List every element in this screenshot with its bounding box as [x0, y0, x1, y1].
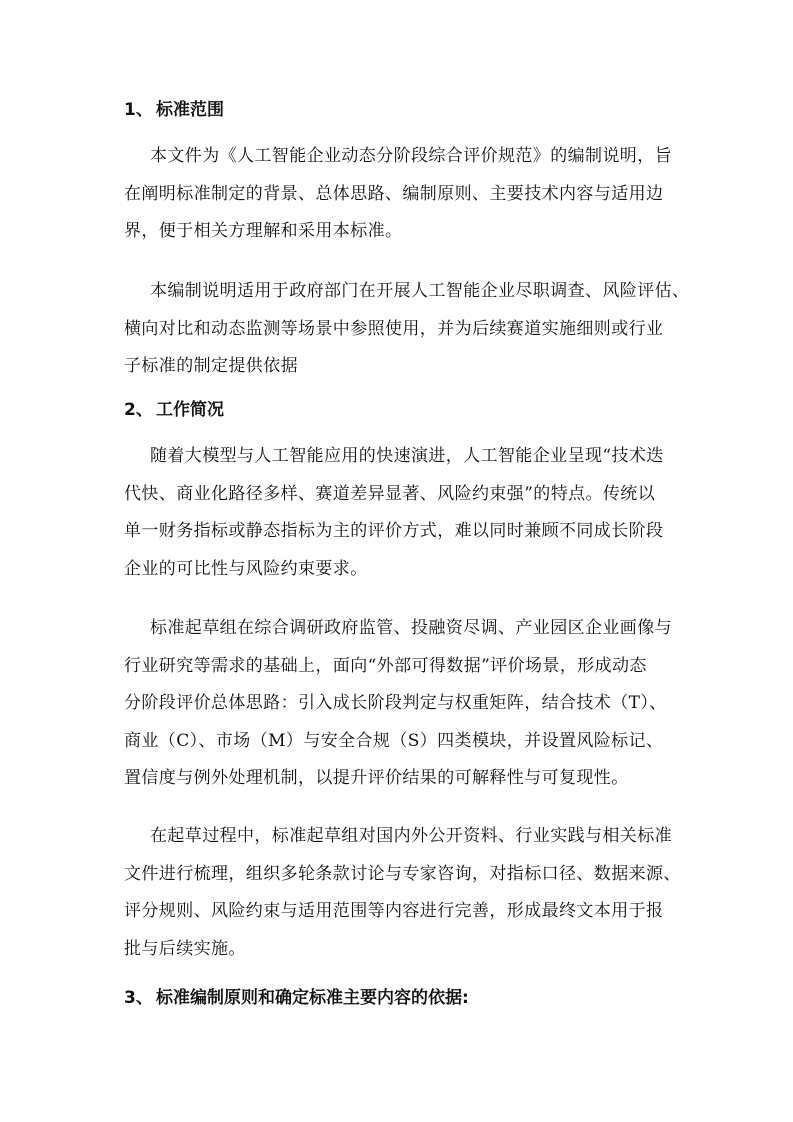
paragraph-line: 子标准的制定提供依据 [124, 356, 298, 376]
paragraph-1-2 [124, 273, 690, 386]
paragraph-line: 代快、商业化路径多样、赛道差异显著、风险约束强”的特点。传统以 [124, 483, 656, 504]
section-heading-1 [124, 99, 224, 121]
paragraph-line: 在起草过程中，标准起草组对国内外公开资料、行业实践与相关标准 [150, 826, 672, 846]
paragraph-2-2 [124, 610, 672, 798]
paragraph-line: 在阐明标准制定的背景、总体思路、编制原则、主要技术内容与适用边 [124, 183, 664, 204]
section-title: 标准编制原则和确定标准主要内容的依据: [156, 988, 469, 1008]
section-heading-2 [124, 399, 224, 421]
paragraph-2-3 [124, 818, 681, 968]
section-number: 3、 [124, 988, 153, 1008]
section-title: 标准范围 [156, 100, 224, 120]
paragraph-2-1 [124, 438, 672, 588]
section-number: 1、 [124, 100, 153, 120]
paragraph-line: 行业研究等需求的基础上，面向“外部可得数据”评价场景，形成动态 [124, 655, 647, 676]
paragraph-line: 本文件为《人工智能企业动态分阶段综合评价规范》的编制说明，旨 [150, 146, 672, 166]
paragraph-1-1 [124, 138, 672, 251]
paragraph-line: 文件进行梳理，组织多轮条款讨论与专家咨询，对指标口径、数据来源、 [124, 863, 681, 884]
paragraph-line: 本编制说明适用于政府部门在开展人工智能企业尽职调查、风险评估、 [150, 281, 690, 301]
paragraph-line: 批与后续实施。 [124, 938, 246, 959]
paragraph-line: 随着大模型与人工智能应用的快速演进，人工智能企业呈现“技术迭 [150, 446, 664, 466]
paragraph-line: 横向对比和动态监测等场景中参照使用，并为后续赛道实施细则或行业 [124, 318, 664, 339]
section-title: 工作简况 [156, 400, 224, 420]
paragraph-line: 评分规则、风险约束与适用范围等内容进行完善，形成最终文本用于报 [124, 901, 664, 921]
paragraph-line: 商业（C）、市场（M）与安全合规（S）四类模块，并设置风险标记、 [124, 730, 664, 751]
paragraph-line: 置信度与例外处理机制，以提升评价结果的可解释性与可复现性。 [124, 768, 629, 788]
paragraph-line: 企业的可比性与风险约束要求。 [124, 558, 368, 579]
section-number: 2、 [124, 400, 153, 420]
section-heading-3 [124, 987, 469, 1009]
paragraph-line: 分阶段评价总体思路：引入成长阶段判定与权重矩阵，结合技术（T）、 [124, 693, 667, 713]
paragraph-line: 单一财务指标或静态指标为主的评价方式，难以同时兼顾不同成长阶段 [124, 521, 664, 541]
paragraph-line: 界，便于相关方理解和采用本标准。 [124, 221, 403, 241]
paragraph-line: 标准起草组在综合调研政府监管、投融资尽调、产业园区企业画像与 [150, 618, 672, 638]
